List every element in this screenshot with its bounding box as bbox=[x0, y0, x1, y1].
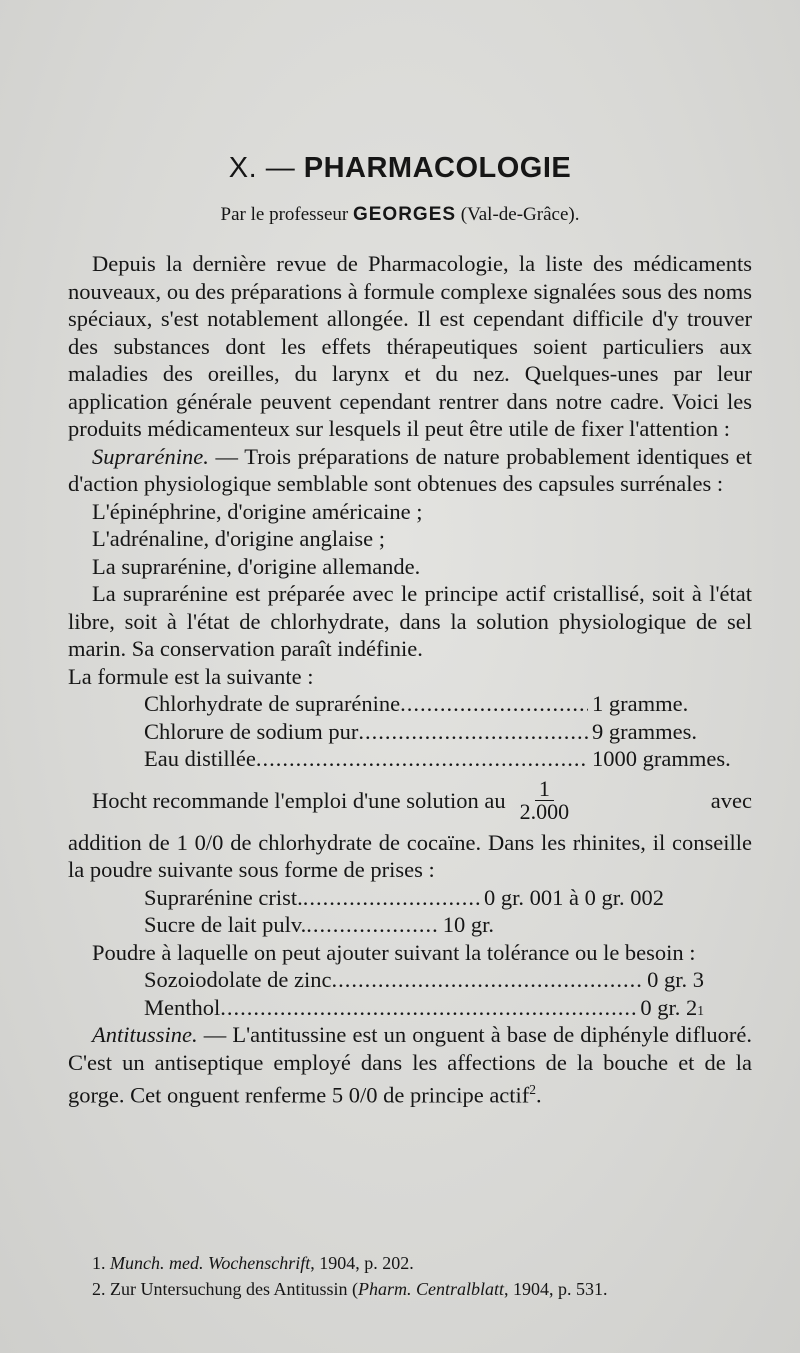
footnote bbox=[92, 1250, 772, 1276]
footnote-number: 1. bbox=[92, 1253, 106, 1273]
ingredient-name: Chlorure de sodium pur bbox=[144, 718, 359, 744]
formula-intro: La formule est la suivante : bbox=[68, 663, 314, 689]
leader-dots bbox=[256, 745, 588, 773]
footnote-citation: , 1904, p. 531. bbox=[504, 1279, 608, 1299]
additives-recipe bbox=[68, 966, 704, 1021]
ingredient-quantity: 10 gr. bbox=[442, 912, 494, 937]
ingredient-quantity: 1000 grammes. bbox=[592, 746, 731, 771]
antitussine-paragraph bbox=[68, 1021, 752, 1109]
author-name: GEORGES bbox=[352, 204, 457, 225]
intro-paragraph: Depuis la dernière revue de Pharmacologie, la liste des médicaments nouveaux, ou des préparations à formule complexe signalées sous des noms spéciaux, s'est notablement allongée. Il est cependant difficile d'y trouver des substances dont les effets thérapeutiques soient particuliers aux maladies des oreilles, du larynx et du nez. Quelques-unes par leur application générale peuvent cependant rentrer dans notre cadre. Voici les produits médicamenteux sur lesquels il peut être utile de fixer l'attention : bbox=[68, 251, 752, 441]
list-item: La suprarénine, d'origine allemande. bbox=[92, 553, 421, 579]
ingredient-name: Chlorhydrate de suprarénine bbox=[144, 691, 401, 716]
ingredient-name: Suprarénine crist. bbox=[144, 884, 303, 910]
dilution-text-end: avec bbox=[710, 787, 752, 813]
powder-recipe bbox=[68, 884, 664, 939]
footnote-source: Pharm. Centralblatt bbox=[357, 1279, 504, 1299]
ingredient-quantity: 0 gr. 3 bbox=[647, 967, 704, 992]
footnote bbox=[92, 1276, 772, 1302]
fraction-numerator: 1 bbox=[535, 778, 554, 801]
footnotes bbox=[92, 1250, 772, 1302]
ingredient-quantity: 0 gr. 001 à 0 gr. 002 bbox=[484, 884, 664, 910]
recipe-row bbox=[144, 690, 752, 718]
recipe-row bbox=[144, 994, 704, 1022]
ingredient-name: Eau distillée bbox=[144, 746, 256, 771]
byline-prefix: Par le professeur bbox=[220, 204, 353, 225]
chapter-number: X. — bbox=[228, 152, 304, 184]
recipe-row bbox=[144, 884, 664, 912]
sentence-end: . bbox=[536, 1082, 542, 1108]
ingredient-quantity: 9 grammes. bbox=[592, 718, 697, 744]
ingredient-quantity: 1 gramme. bbox=[592, 691, 689, 716]
dilution-text: Hocht recommande l'emploi d'une solution au bbox=[92, 787, 506, 813]
dilution-fraction bbox=[516, 778, 574, 823]
leader-dots bbox=[358, 718, 588, 746]
fraction-denominator: 2.000 bbox=[519, 799, 570, 824]
formula-recipe bbox=[68, 690, 752, 773]
byline bbox=[0, 204, 800, 226]
suprarenine-term: Suprarénine. bbox=[92, 443, 209, 469]
ingredient-name: Menthol bbox=[144, 994, 221, 1020]
list-item: L'adrénaline, d'origine anglaise ; bbox=[92, 526, 385, 551]
dilution-line bbox=[68, 773, 752, 829]
footnote-ref: 2 bbox=[529, 1082, 537, 1097]
addition-paragraph: Poudre à laquelle on peut ajouter suivant la tolérance ou le besoin : bbox=[92, 939, 696, 965]
footnote-ref: 1 bbox=[697, 1002, 704, 1018]
ingredient-quantity: 0 gr. 2 bbox=[640, 994, 698, 1020]
list-item: L'épinéphrine, d'origine américaine ; bbox=[92, 498, 423, 524]
article-body bbox=[68, 250, 752, 1109]
chapter-heading bbox=[0, 152, 800, 185]
leader-dots bbox=[303, 884, 480, 912]
antitussine-term: Antitussine. bbox=[92, 1022, 198, 1047]
recipe-row bbox=[144, 911, 494, 939]
antitussine-text: — L'antitussine est un onguent à base de diphényle difluoré. C'est un antiseptique employé dans les affections de la bouche et de la gorge. Cet onguent renferme 5 0/0 de principe actif bbox=[68, 1022, 752, 1108]
footnote-citation: , 1904, p. 202. bbox=[310, 1253, 414, 1273]
author-affiliation: (Val-de-Grâce). bbox=[456, 204, 580, 225]
cocaine-paragraph: addition de 1 0/0 de chlorhydrate de cocaïne. Dans les rhinites, il conseille la poudre suivante sous forme de prises : bbox=[68, 829, 752, 882]
leader-dots bbox=[400, 690, 588, 718]
chapter-title: PHARMACOLOGIE bbox=[303, 152, 572, 184]
ingredient-name: Sozoiodolate de zinc bbox=[144, 967, 332, 992]
footnote-number: 2. bbox=[92, 1279, 106, 1299]
suprarenine-text: — Trois préparations de nature probablement identiques et d'action physiologique semblable sont obtenues des capsules surrénales : bbox=[68, 443, 752, 496]
suprarenine-paragraph bbox=[68, 443, 752, 498]
recipe-row bbox=[144, 745, 752, 773]
recipe-row bbox=[144, 966, 704, 994]
ingredient-name: Sucre de lait pulv. bbox=[144, 912, 307, 937]
footnote-source: Munch. med. Wochenschrift bbox=[110, 1253, 311, 1273]
footnote-title: Zur Untersuchung des Antitussin ( bbox=[110, 1279, 358, 1299]
leader-dots bbox=[331, 966, 643, 994]
leader-dots bbox=[220, 994, 636, 1022]
recipe-row bbox=[144, 718, 752, 746]
leader-dots bbox=[306, 911, 438, 939]
preparation-paragraph: La suprarénine est préparée avec le principe actif cristallisé, soit à l'état libre, soit à l'état de chlorhydrate, dans la solution physiologique de sel marin. Sa conservation paraît indéfinie. bbox=[68, 581, 752, 661]
